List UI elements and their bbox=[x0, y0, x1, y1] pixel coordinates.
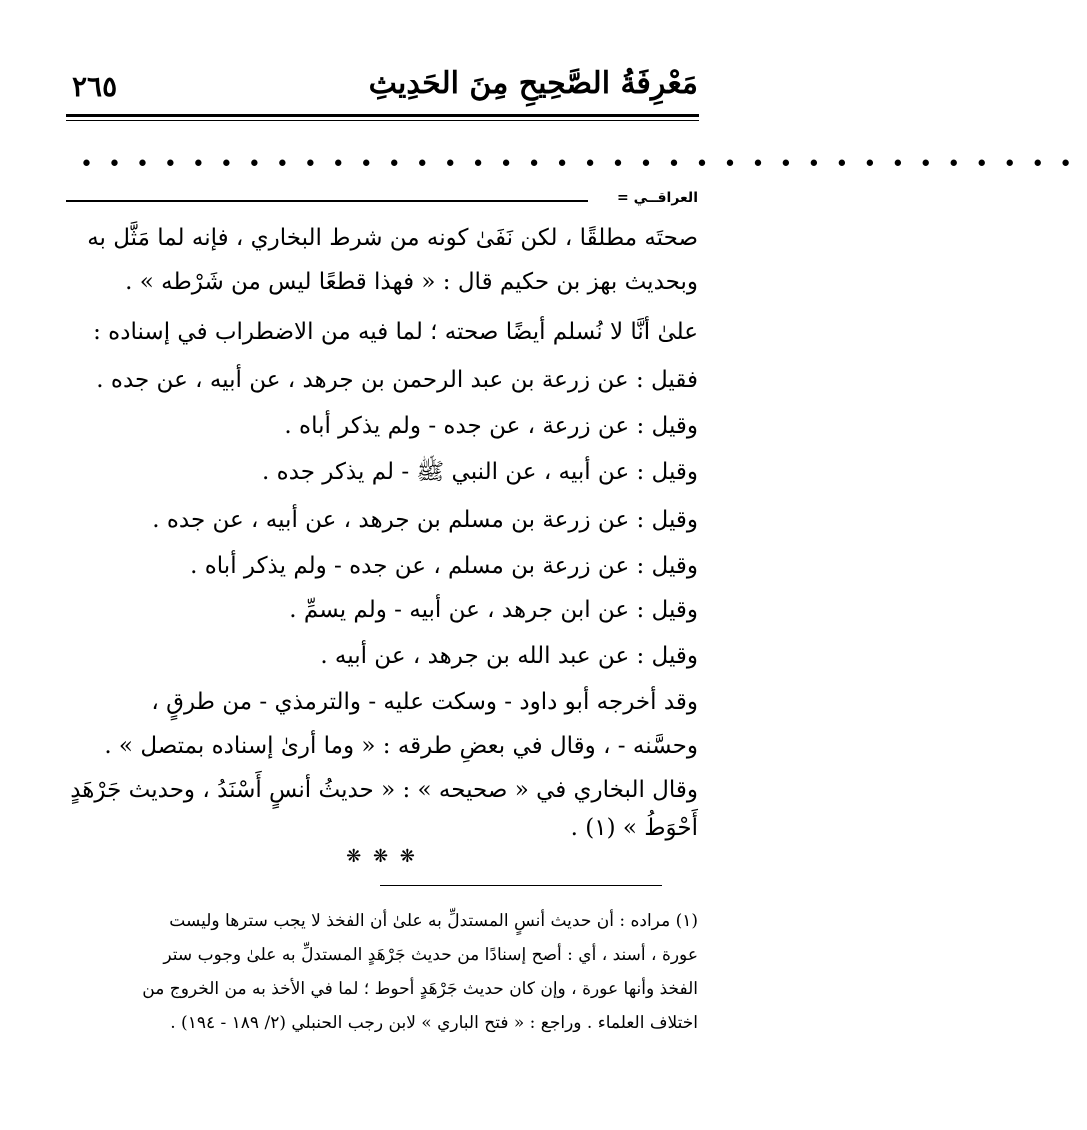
header-rule-thin bbox=[66, 120, 699, 121]
body-line: وبحديث بهز بن حكيم قال : « فهذا قطعًا ليس من شَرْطه » . bbox=[125, 269, 698, 295]
body-line: صحتَه مطلقًا ، لكن نَفَىٰ كونه من شرط البخاري ، فإنه لما مَثَّل به bbox=[87, 225, 698, 251]
body-line: وقد أخرجه أبو داود - وسكت عليه - والترمذي - من طرقٍ ، bbox=[151, 689, 698, 715]
body-line: فقيل : عن زرعة بن عبد الرحمن بن جرهد ، عن أبيه ، عن جده . bbox=[96, 367, 698, 393]
body-line: وقيل : عن زرعة ، عن جده - ولم يذكر أباه . bbox=[284, 413, 698, 439]
footnote-rule bbox=[380, 885, 662, 886]
body-line: وقيل : عن أبيه ، عن النبي ﷺ - لم يذكر جده . bbox=[262, 459, 698, 485]
body-line: وقيل : عن ابن جرهد ، عن أبيه - ولم يسمِّ . bbox=[289, 597, 698, 623]
running-title: مَعْرِفَةُ الصَّحِيحِ مِنَ الحَدِيثِ bbox=[368, 66, 698, 101]
body-line: علىٰ أنَّا لا نُسلم أيضًا صحته ؛ لما فيه من الاضطراب في إسناده : bbox=[93, 319, 698, 345]
section-separator: ❋ ❋ ❋ bbox=[346, 846, 418, 867]
footnote-line: الفخذ وأنها عورة ، وإن كان حديث جَرْهَدٍ أحوط ؛ لما في الأخذ به من الخروج من bbox=[142, 979, 698, 999]
header-rule-thick bbox=[66, 114, 699, 117]
ellipsis-dots: •••••••••••••••••••••••••••••••••••• bbox=[80, 152, 1087, 177]
page-number: ٢٦٥ bbox=[72, 70, 118, 103]
footnote-line: عورة ، أسند ، أي : أصح إسنادًا من حديث جَرْهَدٍ المستدلِّ به علىٰ وجوب ستر bbox=[163, 945, 698, 965]
body-line: وقيل : عن زرعة بن مسلم بن جرهد ، عن أبيه ، عن جده . bbox=[152, 507, 698, 533]
footnote-line: (١) مراده : أن حديث أنسٍ المستدلِّ به علىٰ أن الفخذ لا يجب سترها وليست bbox=[169, 911, 698, 931]
body-line: وقيل : عن زرعة بن مسلم ، عن جده - ولم يذكر أباه . bbox=[190, 553, 698, 579]
body-line: وقيل : عن عبد الله بن جرهد ، عن أبيه . bbox=[320, 643, 698, 669]
body-line: وحسَّنه - ، وقال في بعضِ طرقه : « وما أرىٰ إسناده بمتصل » . bbox=[104, 733, 698, 759]
commentary-label: العراقــي = bbox=[617, 190, 698, 206]
body-line: وقال البخاري في « صحيحه » : « حديثُ أنسٍ أَسْنَدُ ، وحديث جَرْهَدٍ bbox=[70, 777, 698, 803]
footnote-line: اختلاف العلماء . وراجع : « فتح الباري » لابن رجب الحنبلي (٢/ ١٨٩ - ١٩٤) . bbox=[170, 1013, 698, 1033]
body-line: أَحْوَطُ » (١) . bbox=[570, 815, 698, 841]
commentary-rule bbox=[66, 200, 588, 202]
